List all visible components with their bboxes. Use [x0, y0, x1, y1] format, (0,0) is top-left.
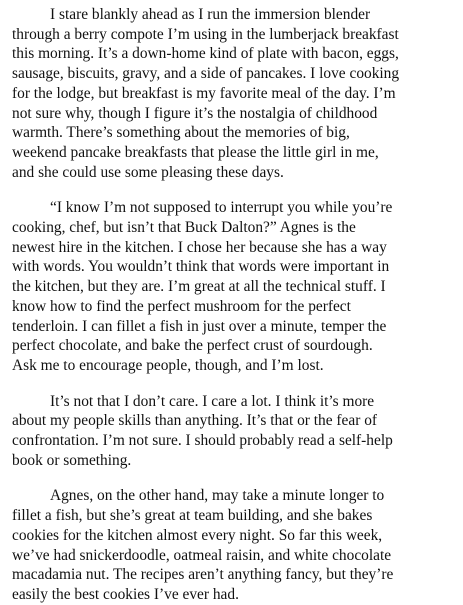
text-line: cooking, chef, but isn’t that Buck Dalton?” Agnes is the: [12, 219, 356, 237]
text-line: know how to find the perfect mushroom for the perfect: [12, 297, 351, 315]
text-line: through a berry compote I’m using in the lumberjack breakfast: [12, 25, 399, 43]
text-line: with words. You wouldn’t think that words were important in: [12, 258, 390, 276]
text-line: I stare blankly ahead as I run the immersion blender: [50, 6, 371, 23]
text-line: Ask me to encourage people, though, and I’m lost.: [12, 356, 324, 374]
text-line: weekend pancake breakfasts that please the little girl in me,: [12, 143, 379, 161]
text-line: “I know I’m not supposed to interrupt you while you’re: [50, 199, 393, 217]
text-line: for the lodge, but breakfast is my favorite meal of the day. I’m: [12, 84, 396, 102]
text-line: fillet a fish, but she’s great at team building, and she bakes: [12, 507, 373, 525]
text-line: about my people skills than anything. It’s that or the fear of: [12, 412, 378, 430]
text-line: warmth. There’s something about the memories of big,: [12, 124, 350, 142]
text-line: It’s not that I don’t care. I care a lot. I think it’s more: [50, 392, 375, 410]
text-line: macadamia nut. The recipes aren’t anything fancy, but they’re: [12, 566, 394, 584]
text-line: perfect chocolate, and bake the perfect crust of sourdough.: [12, 337, 373, 355]
text-line: we’ve had snickerdoodle, oatmeal raisin, and white chocolate: [12, 546, 392, 564]
body-text: [12, 5, 453, 605]
text-line: Agnes, on the other hand, may take a minute longer to: [50, 487, 385, 505]
text-line: the kitchen, but they are. I’m great at all the technical stuff. I: [12, 278, 386, 296]
text-line: and she could use some pleasing these days.: [12, 163, 284, 181]
text-line: confrontation. I’m not sure. I should probably read a self-help: [12, 432, 393, 450]
text-line: tenderloin. I can fillet a fish in just over a minute, temper the: [12, 317, 387, 335]
paragraph: [12, 486, 453, 604]
text-line: easily the best cookies I’ve ever had.: [12, 585, 239, 603]
text-line: not sure why, though I figure it’s the nostalgia of childhood: [12, 104, 378, 122]
text-line: sausage, biscuits, gravy, and a side of pancakes. I love cooking: [12, 65, 400, 83]
text-line: newest hire in the kitchen. I chose her because she has a way: [12, 238, 387, 256]
paragraph: [12, 392, 453, 471]
text-line: cookies for the kitchen almost every night. So far this week,: [12, 526, 383, 544]
text-line: book or something.: [12, 451, 132, 469]
paragraph: [12, 198, 453, 375]
text-line: this morning. It’s a down-home kind of plate with bacon, eggs,: [12, 45, 399, 63]
paragraph: [12, 5, 453, 182]
